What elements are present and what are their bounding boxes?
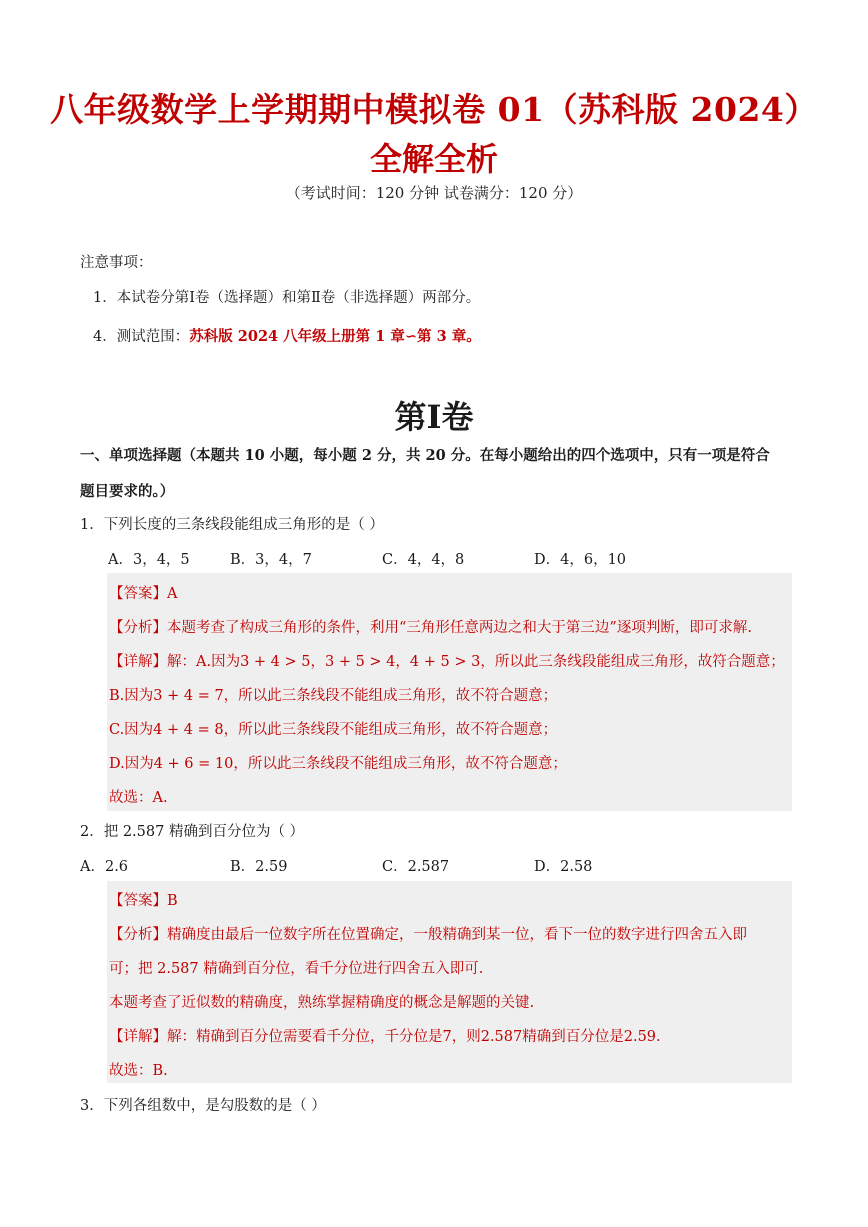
notice-item-4-prefix: 4．测试范围： bbox=[93, 329, 190, 345]
answer-box-2 bbox=[107, 881, 792, 1083]
notice-heading: 注意事项： bbox=[80, 255, 153, 271]
notice-item-1: 1．本试卷分第Ⅰ卷（选择题）和第Ⅱ卷（非选择题）两部分。 bbox=[93, 290, 481, 306]
volume-title: 第Ⅰ卷 bbox=[394, 398, 474, 436]
question-2-option-a: A．2.6 bbox=[80, 859, 129, 875]
detail-line: B.因为3 + 4 = 7，所以此三条线段不能组成三角形，故不符合题意； bbox=[109, 688, 558, 704]
question-1-option-d: D．4，6，10 bbox=[534, 552, 627, 568]
page-title: 八年级数学上学期期中模拟卷 01（苏科版 2024） bbox=[50, 90, 818, 129]
choice-conclusion: 故选：A. bbox=[109, 790, 168, 806]
answer-box-1 bbox=[107, 573, 792, 811]
choice-conclusion: 故选：B. bbox=[109, 1063, 168, 1079]
answer-label: 【答案】B bbox=[109, 893, 178, 909]
question-1-option-c: C．4，4，8 bbox=[382, 552, 465, 568]
analysis-line: 【分析】精确度由最后一位数字所在位置确定，一般精确到某一位，看下一位的数字进行四舍五入即 bbox=[109, 927, 747, 943]
analysis-line: 可；把 2.587 精确到百分位，看千分位进行四舍五入即可. bbox=[109, 961, 484, 977]
question-2-option-d: D．2.58 bbox=[534, 859, 593, 875]
notice-item-4-scope: 苏科版 2024 八年级上册第 1 章∽第 3 章。 bbox=[189, 328, 481, 345]
question-2-option-c: C．2.587 bbox=[382, 859, 450, 875]
question-1-stem: 1．下列长度的三条线段能组成三角形的是（ ） bbox=[80, 517, 384, 533]
analysis-line: 本题考查了近似数的精确度，熟练掌握精确度的概念是解题的关键. bbox=[109, 995, 535, 1011]
detail-line: C.因为4 + 4 = 8，所以此三条线段不能组成三角形，故不符合题意； bbox=[109, 722, 558, 738]
answer-label: 【答案】A bbox=[109, 586, 178, 602]
question-1-option-a: A．3，4，5 bbox=[108, 552, 190, 568]
detail-line: 【详解】解：精确到百分位需要看千分位，千分位是7，则2.587精确到百分位是2.59. bbox=[109, 1029, 661, 1045]
question-2-stem: 2．把 2.587 精确到百分位为（ ） bbox=[80, 824, 305, 840]
question-3-stem: 3．下列各组数中，是勾股数的是（ ） bbox=[80, 1098, 326, 1114]
section-heading: 一、单项选择题（本题共 10 小题，每小题 2 分，共 20 分。在每小题给出的四个选项中，只有一项是符合 bbox=[80, 447, 770, 464]
detail-line: D.因为4 + 6 = 10，所以此三条线段不能组成三角形，故不符合题意； bbox=[109, 756, 567, 772]
question-2-option-b: B．2.59 bbox=[230, 859, 288, 875]
exam-info: （考试时间：120 分钟 试卷满分：120 分） bbox=[285, 184, 583, 202]
detail-line: 【详解】解：A.因为3 + 4 > 5，3 + 5 > 4，4 + 5 > 3，所以此三条线段能组成三角形，故符合题意； bbox=[109, 654, 785, 670]
question-1-option-b: B．3，4，7 bbox=[230, 552, 312, 568]
page-subtitle-title: 全解全析 bbox=[369, 140, 498, 178]
notice-item-4 bbox=[93, 325, 481, 346]
analysis-text: 【分析】本题考查了构成三角形的条件，利用“三角形任意两边之和大于第三边”逐项判断，即可求解. bbox=[109, 620, 752, 636]
section-heading-cont: 题目要求的。） bbox=[80, 483, 175, 500]
